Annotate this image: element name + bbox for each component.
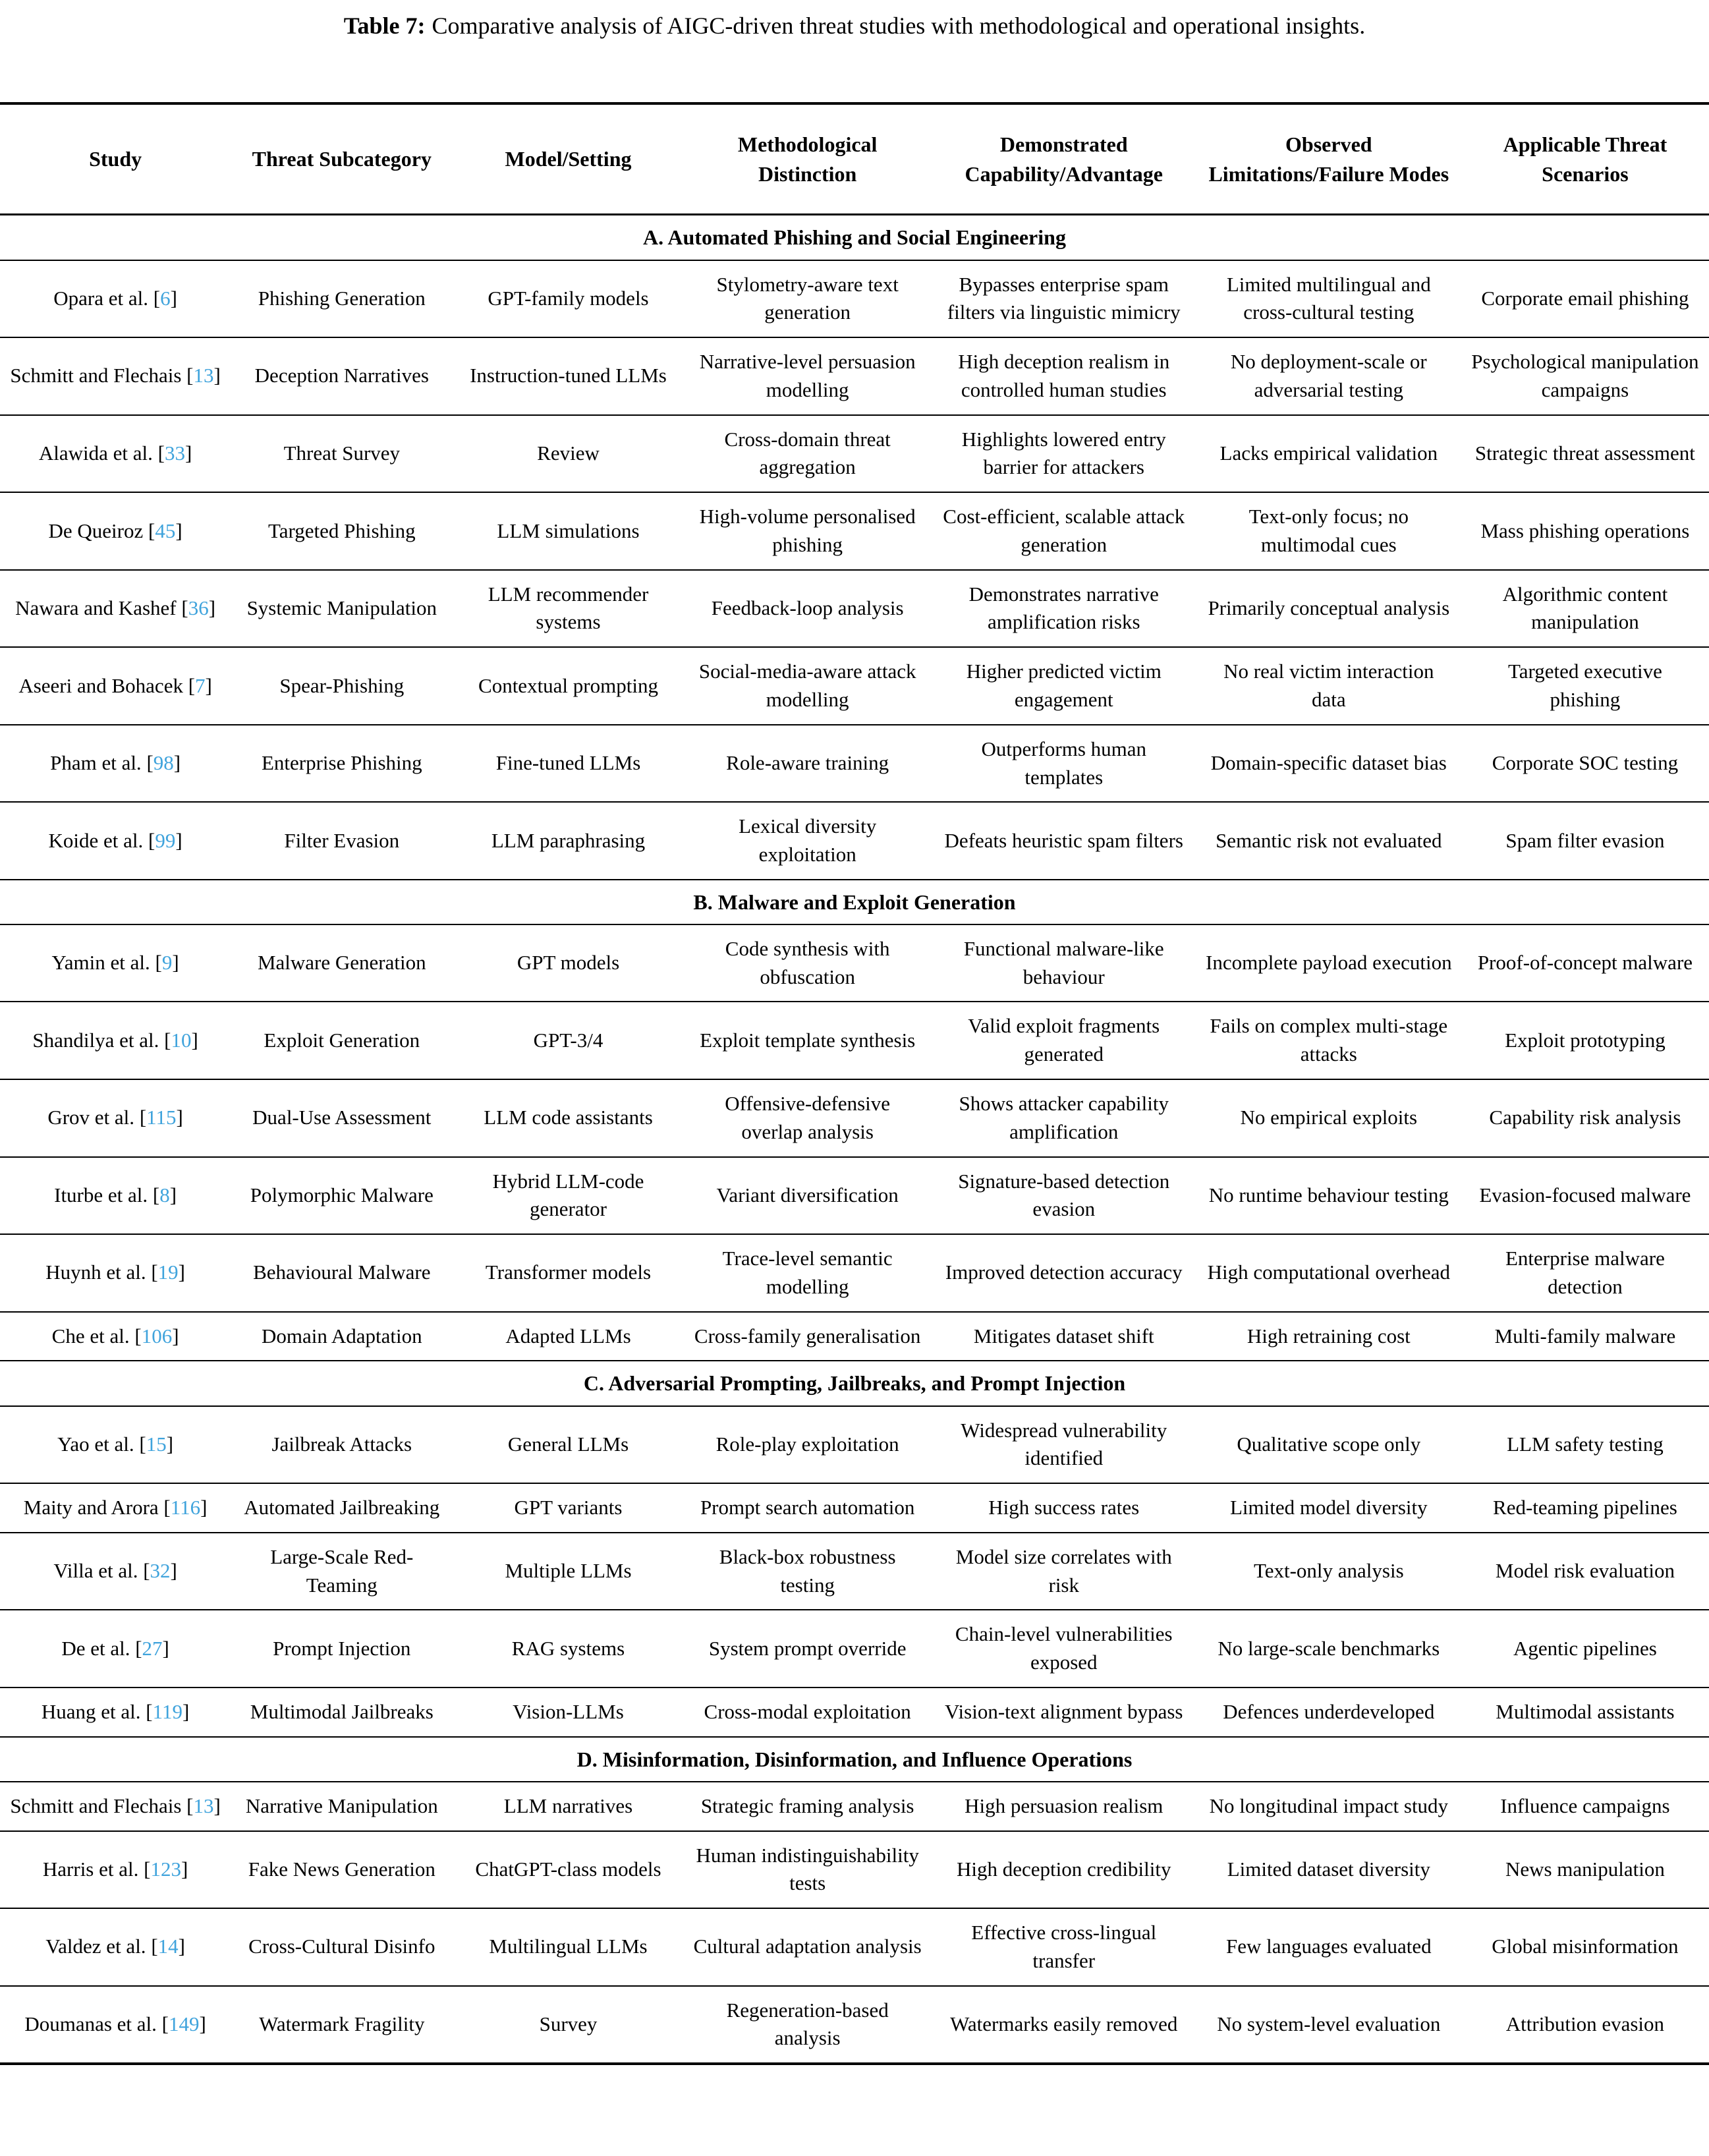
cell-study: Schmitt and Flechais [13]: [10, 1794, 221, 1817]
cell-methodological-distinction: Cross-family generalisation: [694, 1324, 921, 1348]
citation-link[interactable]: 149: [169, 2012, 200, 2036]
citation-link[interactable]: 123: [150, 1857, 181, 1881]
section-header-row: [0, 1361, 1709, 1405]
citation-link[interactable]: 98: [153, 751, 174, 775]
cell-demonstrated-capability: High success rates: [988, 1496, 1140, 1519]
cell-threat-subcategory: Filter Evasion: [284, 828, 400, 852]
study-name: Huynh et al.: [45, 1261, 146, 1284]
cell-observed-limitations: No system-level evaluation: [1217, 2012, 1441, 2036]
section-header-row: [0, 215, 1709, 260]
cell-observed-limitations: Few languages evaluated: [1226, 1935, 1432, 1958]
table-row: [0, 1831, 1709, 1909]
cell-study: Che et al. [106]: [51, 1324, 179, 1348]
col-header-observed-limitations: Observed Limitations/Failure Modes: [1208, 132, 1449, 186]
cell-observed-limitations: Text-only focus; no multimodal cues: [1248, 505, 1409, 556]
cell-demonstrated-capability: High deception credibility: [957, 1857, 1171, 1881]
section-header-row: [0, 880, 1709, 924]
cell-threat-subcategory: Multimodal Jailbreaks: [250, 1699, 434, 1723]
study-name: Iturbe et al.: [54, 1183, 148, 1206]
cell-study: Shandilya et al. [10]: [32, 1028, 198, 1052]
table-row: [0, 492, 1709, 570]
cell-applicable-scenarios: Algorithmic content manipulation: [1502, 582, 1668, 634]
cell-study: Schmitt and Flechais [13]: [10, 364, 221, 387]
study-name: De Queiroz: [48, 519, 144, 542]
cell-applicable-scenarios: Corporate email phishing: [1481, 286, 1689, 310]
cell-study: Villa et al. [32]: [53, 1559, 177, 1583]
cell-threat-subcategory: Polymorphic Malware: [250, 1183, 434, 1206]
citation-link[interactable]: 115: [146, 1106, 177, 1129]
cell-demonstrated-capability: Watermarks easily removed: [950, 2012, 1178, 2036]
study-name: De et al.: [61, 1636, 130, 1660]
cell-demonstrated-capability: Cost-efficient, scalable attack generation: [943, 505, 1185, 556]
study-name: Yao et al.: [57, 1432, 134, 1456]
cell-threat-subcategory: Behavioural Malware: [253, 1261, 431, 1284]
cell-threat-subcategory: Malware Generation: [257, 951, 426, 975]
cell-model-setting: Vision-LLMs: [513, 1699, 624, 1723]
cell-applicable-scenarios: LLM safety testing: [1507, 1432, 1664, 1456]
study-name: Opara et al.: [53, 286, 148, 310]
cell-observed-limitations: Limited dataset diversity: [1227, 1857, 1430, 1881]
citation-link[interactable]: 15: [146, 1432, 167, 1456]
cell-study: Aseeri and Bohacek [7]: [18, 673, 212, 697]
cell-threat-subcategory: Threat Survey: [283, 441, 401, 465]
cell-threat-subcategory: Watermark Fragility: [259, 2012, 425, 2036]
cell-methodological-distinction: Narrative-level persuasion modelling: [699, 350, 916, 401]
cell-model-setting: Adapted LLMs: [505, 1324, 631, 1348]
cell-model-setting: General LLMs: [507, 1432, 629, 1456]
cell-model-setting: Review: [537, 441, 600, 465]
cell-model-setting: LLM narratives: [503, 1794, 633, 1817]
cell-methodological-distinction: Black-box robustness testing: [719, 1545, 896, 1597]
study-name: Huang et al.: [41, 1699, 141, 1723]
cell-model-setting: Multilingual LLMs: [489, 1935, 648, 1958]
comparison-table: [0, 102, 1709, 2065]
cell-demonstrated-capability: Higher predicted victim engagement: [966, 660, 1162, 711]
cell-demonstrated-capability: High persuasion realism: [965, 1794, 1163, 1817]
cell-observed-limitations: Domain-specific dataset bias: [1210, 751, 1447, 775]
cell-methodological-distinction: Lexical diversity exploitation: [739, 814, 877, 866]
cell-applicable-scenarios: Red-teaming pipelines: [1493, 1496, 1677, 1519]
citation-link[interactable]: 14: [157, 1935, 179, 1958]
citation-link[interactable]: 9: [161, 951, 173, 975]
study-name: Koide et al.: [48, 828, 144, 852]
citation-link[interactable]: 45: [155, 519, 176, 542]
cell-threat-subcategory: Jailbreak Attacks: [271, 1432, 412, 1456]
cell-model-setting: GPT-3/4: [533, 1028, 603, 1052]
cell-threat-subcategory: Targeted Phishing: [267, 519, 416, 542]
cell-threat-subcategory: Narrative Manipulation: [245, 1794, 438, 1817]
table-header: [0, 103, 1709, 215]
study-name: Maity and Arora: [23, 1496, 159, 1519]
cell-study: Huang et al. [119]: [41, 1699, 190, 1723]
citation-link[interactable]: 27: [142, 1636, 163, 1660]
cell-demonstrated-capability: Widespread vulnerability identified: [961, 1418, 1167, 1470]
cell-observed-limitations: No real victim interaction data: [1223, 660, 1434, 711]
cell-methodological-distinction: Prompt search automation: [700, 1496, 915, 1519]
cell-applicable-scenarios: Corporate SOC testing: [1492, 751, 1679, 775]
cell-methodological-distinction: Cross-domain threat aggregation: [724, 427, 891, 479]
cell-methodological-distinction: High-volume personalised phishing: [699, 505, 916, 556]
citation-link[interactable]: 7: [195, 673, 206, 697]
cell-study: Opara et al. [6]: [53, 286, 177, 310]
cell-applicable-scenarios: Multimodal assistants: [1496, 1699, 1675, 1723]
table-row: [0, 1908, 1709, 1986]
citation-link[interactable]: 119: [152, 1699, 182, 1723]
table-row: [0, 415, 1709, 493]
citation-link[interactable]: 116: [170, 1496, 201, 1519]
cell-demonstrated-capability: Outperforms human templates: [981, 737, 1147, 789]
cell-demonstrated-capability: Model size correlates with risk: [955, 1545, 1172, 1597]
cell-study: Yao et al. [15]: [57, 1432, 174, 1456]
cell-methodological-distinction: Feedback-loop analysis: [711, 596, 904, 620]
table-row: [0, 802, 1709, 880]
study-name: Valdez et al.: [45, 1935, 146, 1958]
cell-applicable-scenarios: Global misinformation: [1492, 1935, 1679, 1958]
cell-observed-limitations: Limited multilingual and cross-cultural testing: [1226, 272, 1431, 324]
cell-demonstrated-capability: Signature-based detection evasion: [958, 1169, 1170, 1221]
col-header-applicable-scenarios: Applicable Threat Scenarios: [1503, 132, 1667, 186]
cell-applicable-scenarios: Influence campaigns: [1500, 1794, 1670, 1817]
col-header-threat-subcategory: Threat Subcategory: [252, 147, 432, 171]
header-row: [0, 103, 1709, 215]
cell-demonstrated-capability: Valid exploit fragments generated: [968, 1014, 1160, 1066]
cell-methodological-distinction: Code synthesis with obfuscation: [725, 936, 890, 988]
cell-threat-subcategory: Exploit Generation: [264, 1028, 420, 1052]
table-row: [0, 1483, 1709, 1533]
col-header-model-setting: Model/Setting: [505, 147, 632, 171]
citation-link[interactable]: 13: [193, 1794, 214, 1817]
cell-threat-subcategory: Prompt Injection: [273, 1636, 411, 1660]
table-row: [0, 570, 1709, 648]
cell-observed-limitations: No deployment-scale or adversarial testing: [1230, 350, 1427, 401]
section-header: C. Adversarial Prompting, Jailbreaks, and Prompt Injection: [583, 1371, 1126, 1396]
cell-applicable-scenarios: Strategic threat assessment: [1474, 441, 1695, 465]
cell-model-setting: GPT-family models: [488, 286, 649, 310]
cell-observed-limitations: High retraining cost: [1247, 1324, 1411, 1348]
cell-observed-limitations: High computational overhead: [1207, 1261, 1451, 1284]
table-caption: [0, 11, 1709, 42]
cell-threat-subcategory: Domain Adaptation: [261, 1324, 422, 1348]
col-header-methodological-distinction: Methodological Distinction: [737, 132, 878, 186]
cell-model-setting: Contextual prompting: [478, 673, 658, 697]
cell-model-setting: Transformer models: [485, 1261, 652, 1284]
table-row: [0, 1406, 1709, 1484]
cell-model-setting: LLM recommender systems: [488, 582, 649, 634]
table-row: [0, 337, 1709, 415]
study-name: Doumanas et al.: [24, 2012, 157, 2036]
citation-link[interactable]: 36: [188, 596, 209, 620]
section-header: A. Automated Phishing and Social Engineering: [643, 225, 1066, 250]
study-name: Alawida et al.: [38, 441, 153, 465]
cell-methodological-distinction: Trace-level semantic modelling: [722, 1247, 893, 1298]
citation-link[interactable]: 13: [193, 364, 214, 387]
study-name: Schmitt and Flechais: [10, 364, 182, 387]
cell-observed-limitations: Text-only analysis: [1253, 1559, 1404, 1583]
study-name: Pham et al.: [50, 751, 142, 775]
cell-methodological-distinction: Role-aware training: [726, 751, 889, 775]
cell-methodological-distinction: Cross-modal exploitation: [704, 1699, 911, 1723]
cell-threat-subcategory: Cross-Cultural Disinfo: [248, 1935, 435, 1958]
cell-threat-subcategory: Fake News Generation: [248, 1857, 435, 1881]
cell-model-setting: Multiple LLMs: [505, 1559, 632, 1583]
study-name: Aseeri and Bohacek: [18, 673, 183, 697]
cell-observed-limitations: Semantic risk not evaluated: [1216, 828, 1442, 852]
cell-model-setting: RAG systems: [511, 1636, 625, 1660]
cell-demonstrated-capability: Functional malware-like behaviour: [963, 936, 1164, 988]
table-row: [0, 260, 1709, 338]
table-row: [0, 1234, 1709, 1312]
cell-observed-limitations: Limited model diversity: [1230, 1496, 1428, 1519]
table-row: [0, 1079, 1709, 1157]
cell-demonstrated-capability: Mitigates dataset shift: [973, 1324, 1154, 1348]
cell-threat-subcategory: Spear-Phishing: [279, 673, 405, 697]
table-row: [0, 1688, 1709, 1737]
cell-model-setting: GPT models: [517, 951, 620, 975]
section-header: D. Misinformation, Disinformation, and Influence Operations: [576, 1747, 1133, 1771]
cell-applicable-scenarios: Spam filter evasion: [1505, 828, 1665, 852]
cell-methodological-distinction: Strategic framing analysis: [700, 1794, 914, 1817]
cell-demonstrated-capability: Bypasses enterprise spam filters via linguistic mimicry: [947, 272, 1181, 324]
section-header: B. Malware and Exploit Generation: [693, 890, 1016, 914]
cell-applicable-scenarios: Capability risk analysis: [1489, 1106, 1681, 1129]
table-row: [0, 1157, 1709, 1235]
cell-applicable-scenarios: Evasion-focused malware: [1479, 1183, 1691, 1206]
study-name: Nawara and Kashef: [15, 596, 177, 620]
cell-study: De Queiroz [45]: [48, 519, 182, 542]
cell-threat-subcategory: Dual-Use Assessment: [252, 1106, 432, 1129]
cell-model-setting: Fine-tuned LLMs: [495, 751, 641, 775]
cell-model-setting: Hybrid LLM-code generator: [492, 1169, 644, 1221]
cell-demonstrated-capability: Highlights lowered entry barrier for attackers: [961, 427, 1166, 479]
table-row: [0, 725, 1709, 803]
cell-study: Grov et al. [115]: [47, 1106, 183, 1129]
table-row: [0, 924, 1709, 1002]
cell-applicable-scenarios: Attribution evasion: [1505, 2012, 1665, 2036]
cell-study: Nawara and Kashef [36]: [15, 596, 216, 620]
cell-methodological-distinction: Role-play exploitation: [715, 1432, 899, 1456]
cell-observed-limitations: Primarily conceptual analysis: [1208, 596, 1450, 620]
cell-observed-limitations: No longitudinal impact study: [1209, 1794, 1449, 1817]
cell-methodological-distinction: System prompt override: [708, 1636, 907, 1660]
cell-study: Koide et al. [99]: [48, 828, 182, 852]
cell-demonstrated-capability: Vision-text alignment bypass: [945, 1699, 1183, 1723]
cell-methodological-distinction: Cultural adaptation analysis: [693, 1935, 922, 1958]
cell-model-setting: GPT variants: [514, 1496, 623, 1519]
cell-study: Valdez et al. [14]: [45, 1935, 185, 1958]
cell-study: Yamin et al. [9]: [51, 951, 179, 975]
cell-demonstrated-capability: Demonstrates narrative amplification risks: [968, 582, 1159, 634]
col-header-study: Study: [89, 147, 142, 171]
table-row: [0, 647, 1709, 725]
cell-study: Maity and Arora [116]: [23, 1496, 208, 1519]
citation-link[interactable]: 99: [155, 828, 176, 852]
study-name: Harris et al.: [42, 1857, 139, 1881]
cell-demonstrated-capability: Chain-level vulnerabilities exposed: [955, 1622, 1173, 1674]
cell-study: Doumanas et al. [149]: [24, 2012, 206, 2036]
table-row: [0, 1312, 1709, 1361]
cell-observed-limitations: Defences underdeveloped: [1223, 1699, 1435, 1723]
cell-model-setting: LLM simulations: [497, 519, 640, 542]
cell-study: Huynh et al. [19]: [45, 1261, 185, 1284]
cell-demonstrated-capability: Improved detection accuracy: [945, 1261, 1183, 1284]
cell-applicable-scenarios: Model risk evaluation: [1495, 1559, 1675, 1583]
cell-methodological-distinction: Stylometry-aware text generation: [716, 272, 899, 324]
study-name: Shandilya et al.: [32, 1028, 159, 1052]
citation-link[interactable]: 32: [150, 1559, 171, 1583]
cell-demonstrated-capability: Defeats heuristic spam filters: [944, 828, 1183, 852]
cell-methodological-distinction: Regeneration-based analysis: [726, 1998, 889, 2050]
table-row: [0, 1782, 1709, 1831]
cell-model-setting: ChatGPT-class models: [475, 1857, 661, 1881]
citation-link[interactable]: 6: [160, 286, 171, 310]
citation-link[interactable]: 8: [159, 1183, 170, 1206]
section-header-row: [0, 1737, 1709, 1782]
citation-link[interactable]: 106: [141, 1324, 173, 1348]
citation-link[interactable]: 10: [171, 1028, 192, 1052]
cell-demonstrated-capability: High deception realism in controlled human studies: [958, 350, 1170, 401]
cell-methodological-distinction: Human indistinguishability tests: [696, 1843, 919, 1895]
cell-model-setting: LLM code assistants: [484, 1106, 653, 1129]
cell-demonstrated-capability: Shows attacker capability amplification: [959, 1092, 1169, 1143]
cell-observed-limitations: No runtime behaviour testing: [1208, 1183, 1449, 1206]
cell-threat-subcategory: Deception Narratives: [254, 364, 429, 387]
cell-model-setting: Survey: [539, 2012, 598, 2036]
cell-methodological-distinction: Social-media-aware attack modelling: [698, 660, 916, 711]
study-name: Schmitt and Flechais: [10, 1794, 182, 1817]
cell-model-setting: Instruction-tuned LLMs: [470, 364, 667, 387]
cell-methodological-distinction: Exploit template synthesis: [700, 1028, 916, 1052]
cell-study: Harris et al. [123]: [42, 1857, 188, 1881]
cell-threat-subcategory: Phishing Generation: [258, 286, 426, 310]
table-row: [0, 1610, 1709, 1688]
study-name: Yamin et al.: [51, 951, 150, 975]
cell-methodological-distinction: Variant diversification: [716, 1183, 899, 1206]
table-row: [0, 1002, 1709, 1079]
cell-study: De et al. [27]: [61, 1636, 169, 1660]
cell-observed-limitations: Fails on complex multi-stage attacks: [1210, 1014, 1448, 1066]
cell-applicable-scenarios: Mass phishing operations: [1480, 519, 1690, 542]
cell-threat-subcategory: Systemic Manipulation: [246, 596, 437, 620]
cell-threat-subcategory: Enterprise Phishing: [261, 751, 422, 775]
cell-applicable-scenarios: Multi-family malware: [1494, 1324, 1676, 1348]
cell-applicable-scenarios: Targeted executive phishing: [1507, 660, 1662, 711]
cell-observed-limitations: No empirical exploits: [1240, 1106, 1418, 1129]
cell-threat-subcategory: Automated Jailbreaking: [244, 1496, 440, 1519]
citation-link[interactable]: 33: [164, 441, 185, 465]
cell-observed-limitations: Incomplete payload execution: [1206, 951, 1452, 975]
table-row: [0, 1533, 1709, 1610]
cell-applicable-scenarios: Enterprise malware detection: [1505, 1247, 1665, 1298]
study-name: Che et al.: [51, 1324, 130, 1348]
cell-applicable-scenarios: Exploit prototyping: [1505, 1028, 1666, 1052]
table-caption-text: Comparative analysis of AIGC-driven threat studies with methodological and operational insights.: [432, 13, 1366, 39]
table-row: [0, 1986, 1709, 2064]
citation-link[interactable]: 19: [157, 1261, 179, 1284]
cell-applicable-scenarios: Psychological manipulation campaigns: [1471, 350, 1699, 401]
cell-demonstrated-capability: Effective cross-lingual transfer: [971, 1921, 1157, 1972]
cell-study: Iturbe et al. [8]: [54, 1183, 177, 1206]
study-name: Grov et al.: [47, 1106, 135, 1129]
cell-threat-subcategory: Large-Scale Red-Teaming: [270, 1545, 414, 1597]
cell-observed-limitations: No large-scale benchmarks: [1218, 1636, 1440, 1660]
cell-applicable-scenarios: Proof-of-concept malware: [1477, 951, 1693, 975]
cell-study: Alawida et al. [33]: [38, 441, 192, 465]
cell-applicable-scenarios: Agentic pipelines: [1513, 1636, 1657, 1660]
cell-applicable-scenarios: News manipulation: [1505, 1857, 1665, 1881]
cell-observed-limitations: Lacks empirical validation: [1219, 441, 1438, 465]
study-name: Villa et al.: [53, 1559, 138, 1583]
table-body: [0, 215, 1709, 2064]
cell-methodological-distinction: Offensive-defensive overlap analysis: [725, 1092, 891, 1143]
cell-model-setting: LLM paraphrasing: [491, 828, 646, 852]
cell-observed-limitations: Qualitative scope only: [1237, 1432, 1421, 1456]
table-caption-label: Table 7:: [343, 13, 426, 39]
col-header-demonstrated-capability: Demonstrated Capability/Advantage: [965, 132, 1163, 186]
cell-study: Pham et al. [98]: [50, 751, 181, 775]
